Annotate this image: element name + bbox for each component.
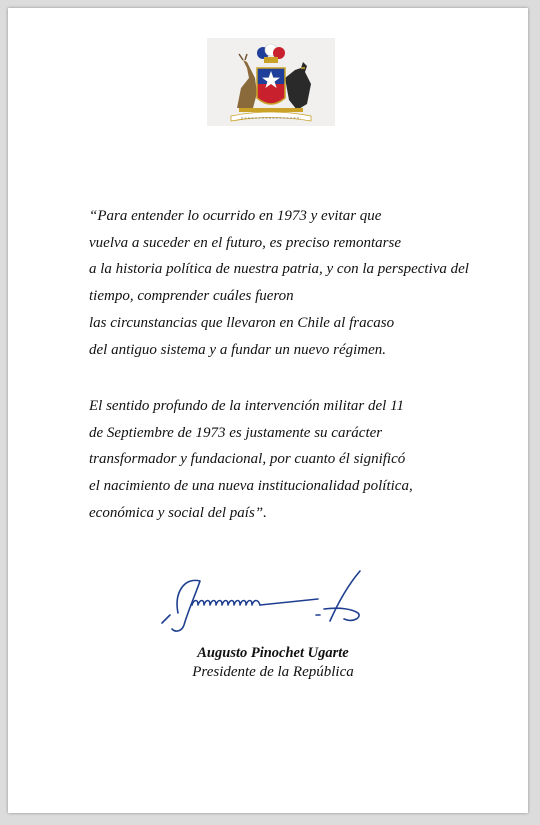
text-line: económica y social del país”. <box>89 504 267 521</box>
signer-title: Presidente de la República <box>192 664 354 680</box>
quote-paragraph-2 <box>89 393 519 527</box>
text-line: El sentido profundo de la intervención militar del 11 <box>89 398 404 414</box>
text-line: tiempo, comprender cuáles fueron <box>89 288 294 305</box>
text-line: las circunstancias que llevaron en Chile al fracaso <box>89 314 395 331</box>
coat-of-arms-emblem <box>207 38 335 126</box>
quote-paragraph-1 <box>89 203 519 363</box>
text-line: a la historia política de nuestra patria, y con la perspectiva del <box>89 261 469 278</box>
signer-name: Augusto Pinochet Ugarte <box>197 645 349 661</box>
signer-block <box>168 644 378 682</box>
text-line: transformador y fundacional, por cuanto él significó <box>89 451 406 468</box>
coat-of-arms-icon <box>207 38 335 126</box>
text-line: el nacimiento de una nueva institucionalidad política, <box>89 478 413 495</box>
text-line: “Para entender lo ocurrido en 1973 y evitar que <box>89 208 382 224</box>
text-line: de Septiembre de 1973 es justamente su carácter <box>89 424 383 441</box>
document-page <box>8 8 528 813</box>
text-line: del antiguo sistema y a fundar un nuevo régimen. <box>89 341 387 358</box>
handwritten-signature <box>148 563 373 638</box>
text-line: vuelva a suceder en el futuro, es preciso remontarse <box>89 234 402 251</box>
